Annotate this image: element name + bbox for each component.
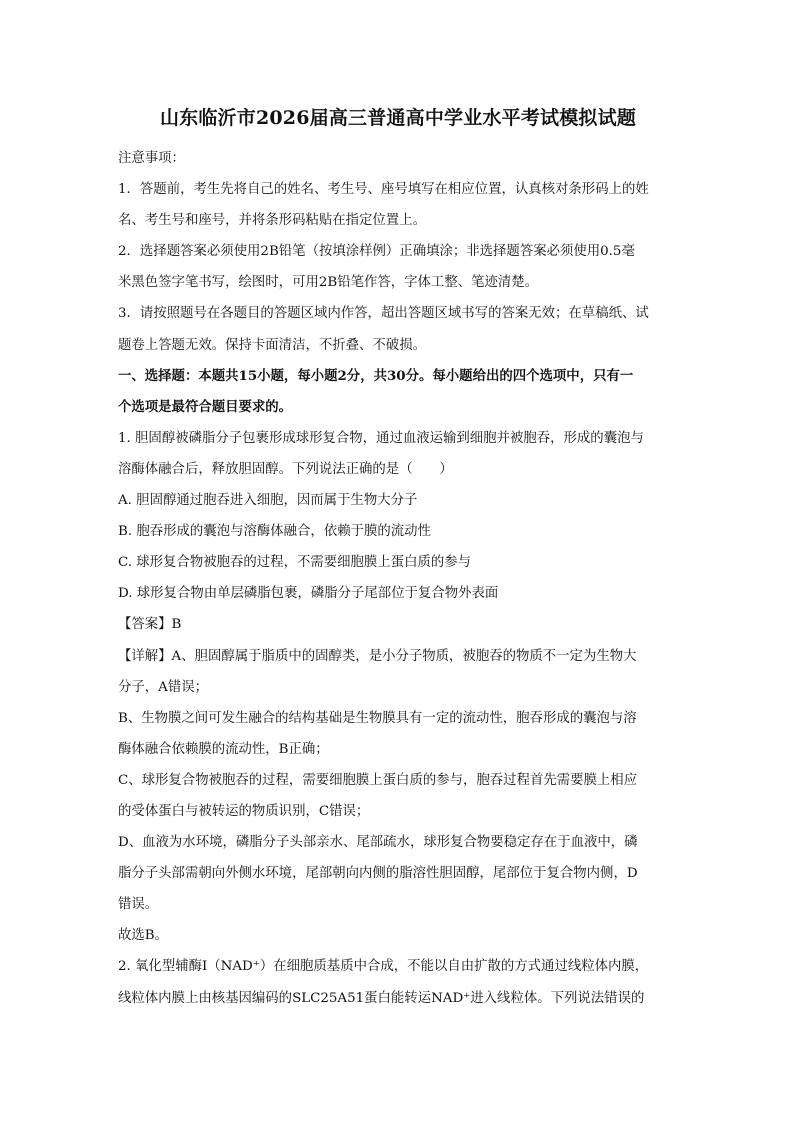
explanation-line: B、生物膜之间可发生融合的结构基础是生物膜具有一定的流动性，胞吞形成的囊泡与溶 bbox=[118, 710, 637, 726]
explanation-line: 的受体蛋白与被转运的物质识别，C错误； bbox=[118, 803, 370, 819]
question-1-explanation: 【详解】A、胆固醇属于脂质中的固醇类，是小分子物质，被胞吞的物质不一定为生物大 bbox=[118, 648, 637, 664]
question-2-stem-cont: 线粒体内膜上由核基因编码的SLC25A51蛋白能转运NAD⁺进入线粒体。下列说法错误的 bbox=[118, 990, 645, 1006]
question-1-stem-cont: 溶酶体融合后，释放胆固醇。下列说法正确的是（ ） bbox=[118, 461, 453, 477]
notice-item-2: 2．选择题答案必须使用2B铅笔（按填涂样例）正确填涂；非选择题答案必须使用0.5毫 bbox=[118, 244, 635, 260]
notice-item-1: 1．答题前，考生先将自己的姓名、考生号、座号填写在相应位置，认真核对条形码上的姓 bbox=[118, 182, 649, 198]
document-title: 山东临沂市2026届高三普通高中学业水平考试模拟试题 bbox=[159, 107, 637, 129]
question-1-conclusion: 故选B。 bbox=[118, 928, 169, 944]
notice-heading: 注意事项： bbox=[118, 151, 185, 166]
question-1-answer: 【答案】B bbox=[118, 617, 182, 633]
explanation-line: D、血液为水环境，磷脂分子头部亲水、尾部疏水，球形复合物要稳定存在于血液中，磷 bbox=[118, 835, 638, 851]
notice-item-2-cont: 米黑色签字笔书写，绘图时，可用2B铅笔作答，字体工整、笔迹清楚。 bbox=[118, 275, 539, 291]
explanation-line: 脂分子头部需朝向外侧水环境，尾部朝向内侧的脂溶性胆固醇，尾部位于复合物内侧，D bbox=[118, 866, 638, 882]
document-page bbox=[118, 105, 678, 1014]
section-heading: 一、选择题：本题共15小题，每小题2分，共30分。每小题给出的四个选项中，只有一 bbox=[118, 367, 634, 384]
question-2-stem: 2. 氧化型辅酶Ⅰ（NAD⁺）在细胞质基质中合成，不能以自由扩散的方式通过线粒体内膜， bbox=[118, 959, 649, 975]
explanation-line: 错误。 bbox=[118, 897, 159, 913]
explanation-line: C、球形复合物被胞吞的过程，需要细胞膜上蛋白质的参与，胞吞过程首先需要膜上相应 bbox=[118, 772, 638, 788]
question-1-stem: 1. 胆固醇被磷脂分子包裹形成球形复合物，通过血液运输到细胞并被胞吞，形成的囊泡与 bbox=[118, 430, 644, 446]
question-1-option-c: C. 球形复合物被胞吞的过程，不需要细胞膜上蛋白质的参与 bbox=[118, 555, 472, 571]
notice-item-3: 3．请按照题号在各题目的答题区域内作答，超出答题区域书写的答案无效；在草稿纸、试 bbox=[118, 306, 649, 322]
notice-item-3-cont: 题卷上答题无效。保持卡面清洁，不折叠、不破损。 bbox=[118, 337, 426, 353]
question-1-option-b: B. 胞吞形成的囊泡与溶酶体融合，依赖于膜的流动性 bbox=[118, 524, 431, 540]
question-1-option-d: D. 球形复合物由单层磷脂包裹，磷脂分子尾部位于复合物外表面 bbox=[118, 586, 499, 602]
question-1-option-a: A. 胆固醇通过胞吞进入细胞，因而属于生物大分子 bbox=[118, 493, 418, 509]
explanation-line: 酶体融合依赖膜的流动性，B正确； bbox=[118, 741, 329, 757]
section-heading-cont: 个选项是最符合题目要求的。 bbox=[118, 398, 293, 415]
notice-item-1-cont: 名、考生号和座号，并将条形码粘贴在指定位置上。 bbox=[118, 213, 426, 229]
explanation-line: 分子，A错误； bbox=[118, 679, 209, 695]
